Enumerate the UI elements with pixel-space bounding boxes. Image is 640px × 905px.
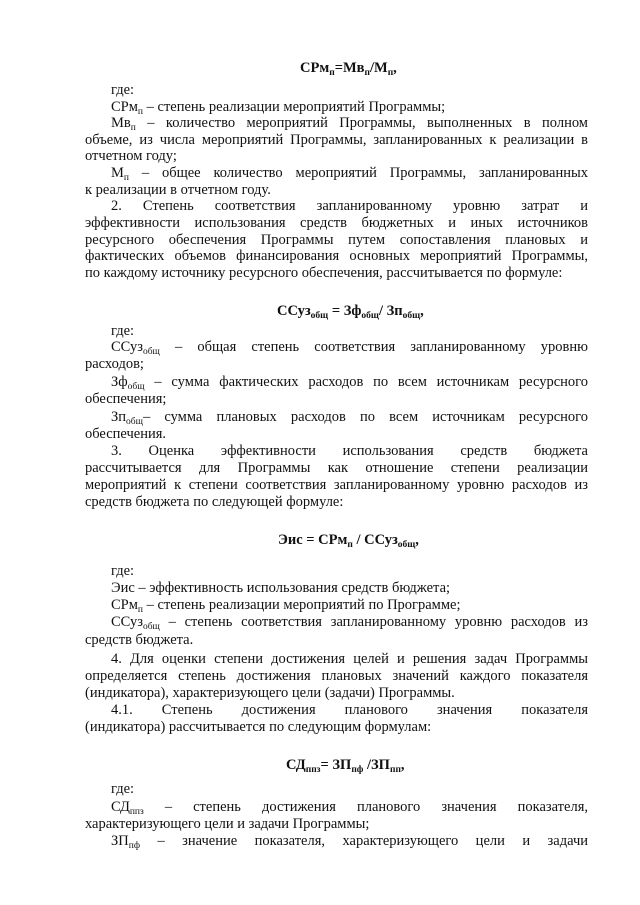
formula-srm: $СРм_п=Мв_п/М_п$, — [300, 60, 397, 78]
where-label-1: где: — [111, 82, 135, 98]
def-ssuz-line2: расходов; — [85, 356, 144, 372]
def-mv-line3: отчетном году; — [85, 148, 177, 164]
def-mv-line2: объеме, из числа мероприятий Программы, запланированных к реализации в — [85, 132, 588, 148]
def-ssuz2-line2: средств бюджета. — [85, 632, 194, 648]
formula-eis: Эис = СРм$_п$ / ССуз$_{общ}$, — [278, 532, 419, 550]
para3-line1: 3. Оценка эффективности использования средств бюджета — [111, 443, 588, 459]
para3-line3: мероприятий к степени соответствия запланированному уровню расходов из — [85, 477, 588, 493]
def-zp2-line1: $ЗП_{пф}$ – значение показателя, характеризующего цели и задачи — [111, 833, 588, 851]
def-m-line1: $М_п$ – общее количество мероприятий Программы, запланированных — [111, 165, 588, 183]
def-sd-line2: характеризующего цели и задачи Программы; — [85, 816, 370, 832]
def-zp-line1: $Зп_{общ}-$ сумма плановых расходов по всем источникам ресурсного — [111, 409, 588, 427]
para2-line5: по каждому источнику ресурсного обеспечения, рассчитывается по формуле: — [85, 265, 563, 281]
def-srm-2: СРм$_п$ – степень реализации мероприятий по Программе; — [111, 597, 461, 615]
def-mv-line1: $Мв_п$ – количество мероприятий Программы, выполненных в полном — [111, 115, 588, 133]
def-zp-line2: обеспечения. — [85, 426, 167, 442]
para3-line4: средств бюджета по следующей формуле: — [85, 494, 344, 510]
def-m-line2: к реализации в отчетном году. — [85, 182, 271, 198]
def-ssuz2-line1: ССуз$_{общ}$ – степень соответствия запланированному уровню расходов из — [111, 614, 588, 632]
def-ssuz-line1: ССуз$_{общ}$ – общая степень соответствия запланированному уровню — [111, 339, 588, 357]
where-label-3: где: — [111, 563, 135, 579]
formula-sd: $СД_{ппз}= ЗП_{пф}$ $/ЗП_{пп}$, — [286, 757, 405, 775]
para41-line2: (индикатора) рассчитывается по следующим формулам: — [85, 719, 432, 735]
def-zf-line1: $Зф_{общ}$ – сумма фактических расходов по всем источникам ресурсного — [111, 374, 588, 392]
def-eis: Эис – эффективность использования средств бюджета; — [111, 580, 451, 596]
para2-line1: 2. Степень соответствия запланированному уровню затрат и — [111, 198, 588, 214]
para4-line3: (индикатора), характеризующего цели (задачи) Программы. — [85, 685, 455, 701]
para2-line4: фактических объемов финансирования основных мероприятий Программы, — [85, 248, 588, 264]
para2-line3: ресурсного обеспечения Программы путем сопоставления плановых и — [85, 232, 588, 248]
def-sd-line1: $СД_{ппз}$ – степень достижения планового значения показателя, — [111, 799, 588, 817]
formula-ssuz: ССуз$_{общ}$ = $Зф_{общ}/$ $Зп_{общ}$, — [277, 303, 424, 321]
where-label-4: где: — [111, 781, 135, 797]
def-zf-line2: обеспечения; — [85, 391, 167, 407]
def-srm: СРм$_п$ – степень реализации мероприятий Программы; — [111, 99, 446, 117]
para4-line1: 4. Для оценки степени достижения целей и решения задач Программы — [111, 651, 588, 667]
where-label-2: где: — [111, 323, 135, 339]
para4-line2: определяется степень достижения плановых значений каждого показателя — [85, 668, 588, 684]
para3-line2: рассчитывается для Программы как отношение степени реализации — [85, 460, 588, 476]
para2-line2: эффективности использования средств бюджетных и иных источников — [85, 215, 588, 231]
para41-line1: 4.1. Степень достижения планового значения показателя — [111, 702, 588, 718]
